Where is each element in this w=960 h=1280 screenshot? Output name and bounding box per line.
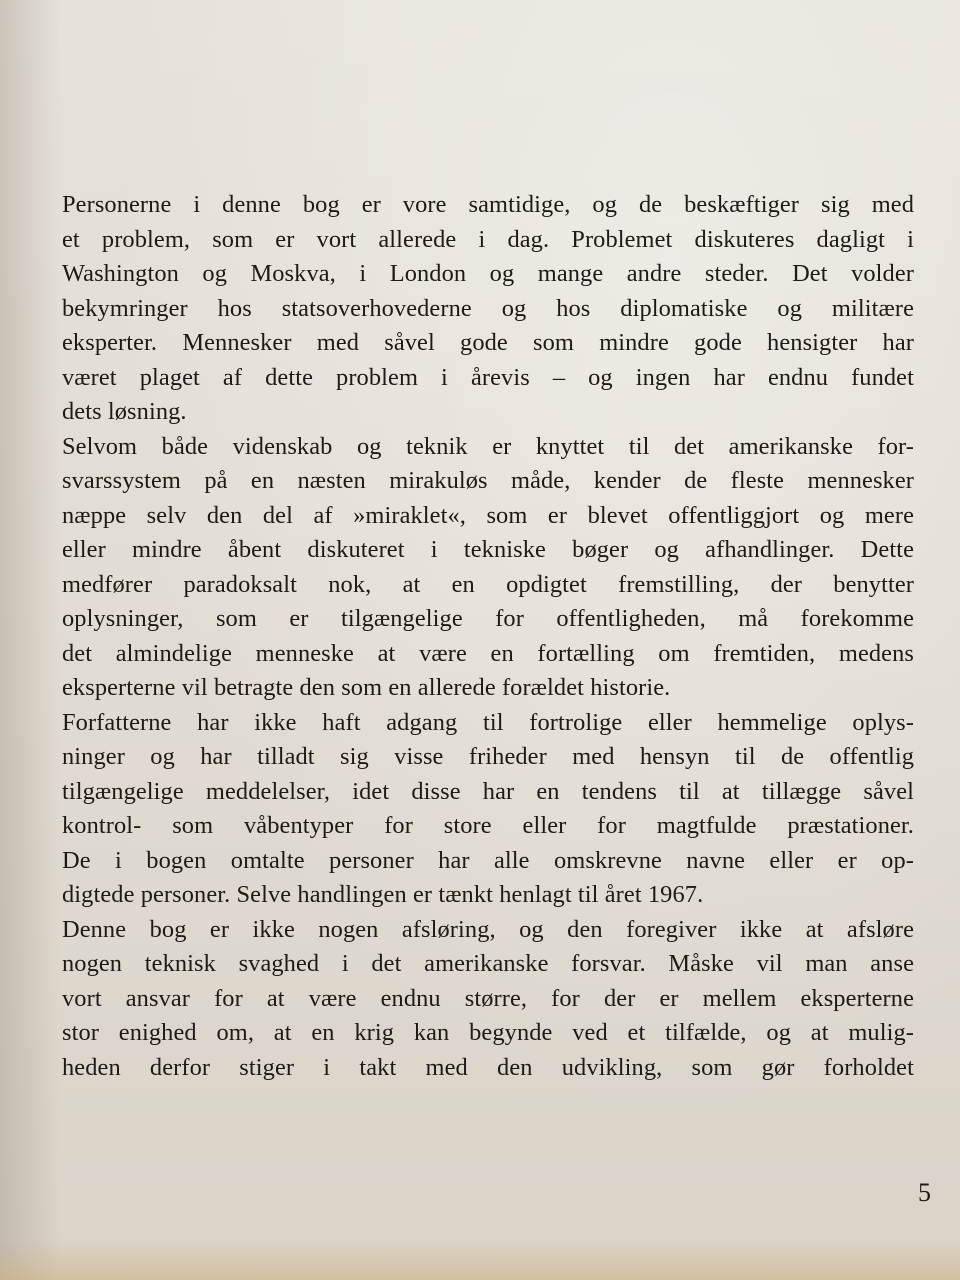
text-line: medfører paradoksalt nok, at en opdigtet fremstilling, der benytter — [62, 570, 914, 598]
text-line: De i bogen omtalte personer har alle omskrevne navne eller er op- — [62, 846, 914, 874]
text-line: tilgængelige meddelelser, idet disse har en tendens til at tillægge såvel — [62, 777, 914, 805]
text-line: stor enighed om, at en krig kan begynde ved et tilfælde, og at mulig- — [62, 1019, 914, 1046]
text-line: det almindelige menneske at være en fortælling om fremtiden, medens — [62, 639, 914, 667]
text-line: Personerne i denne bog er vore samtidige, og de beskæftiger sig med — [62, 191, 914, 218]
text-line: svarssystem på en næsten mirakuløs måde, kender de fleste mennesker — [62, 467, 914, 494]
text-line: Selvom både videnskab og teknik er knyttet til det amerikanske for- — [62, 432, 914, 460]
text-line: oplysninger, som er tilgængelige for offentligheden, må forekomme — [62, 605, 914, 632]
text-line: bekymringer hos statsoverhovederne og hos diplomatiske og militære — [62, 294, 914, 322]
text-line: været plaget af dette problem i årevis – og ingen har endnu fundet — [62, 363, 914, 391]
text-line: dets løsning. — [62, 398, 187, 425]
text-line: eksperter. Mennesker med såvel gode som mindre gode hensigter har — [62, 329, 914, 356]
text-line: et problem, som er vort allerede i dag. Problemet diskuteres dagligt i — [62, 225, 914, 253]
text-line: Washington og Moskva, i London og mange andre steder. Det volder — [62, 260, 914, 287]
page-gutter-shadow — [0, 0, 60, 1280]
page-number: 5 — [918, 1178, 931, 1207]
text-line: nogen teknisk svaghed i det amerikanske forsvar. Måske vil man anse — [62, 950, 914, 977]
text-line: Denne bog er ikke nogen afsløring, og den foregiver ikke at afsløre — [62, 915, 914, 943]
text-line: heden derfor stiger i takt med den udvikling, som gør forholdet — [62, 1053, 914, 1081]
text-line: vort ansvar for at være endnu større, for der er mellem eksperterne — [62, 984, 914, 1012]
text-line: digtede personer. Selve handlingen er tænkt henlagt til året 1967. — [62, 881, 704, 908]
text-line: eller mindre åbent diskuteret i tekniske bøger og afhandlinger. Dette — [62, 536, 914, 563]
text-line: kontrol- som våbentyper for store eller for magtfulde præstationer. — [62, 812, 914, 839]
text-line: eksperterne vil betragte den som en allerede forældet historie. — [62, 674, 671, 701]
page-bottom-edge — [0, 1240, 960, 1280]
text-line: næppe selv den del af »miraklet«, som er blevet offentliggjort og mere — [62, 501, 914, 529]
text-line: ninger og har tilladt sig visse friheder med hensyn til de offentlig — [62, 743, 914, 770]
body-text — [62, 188, 914, 1085]
text-line: Forfatterne har ikke haft adgang til fortrolige eller hemmelige oplys- — [62, 708, 914, 736]
